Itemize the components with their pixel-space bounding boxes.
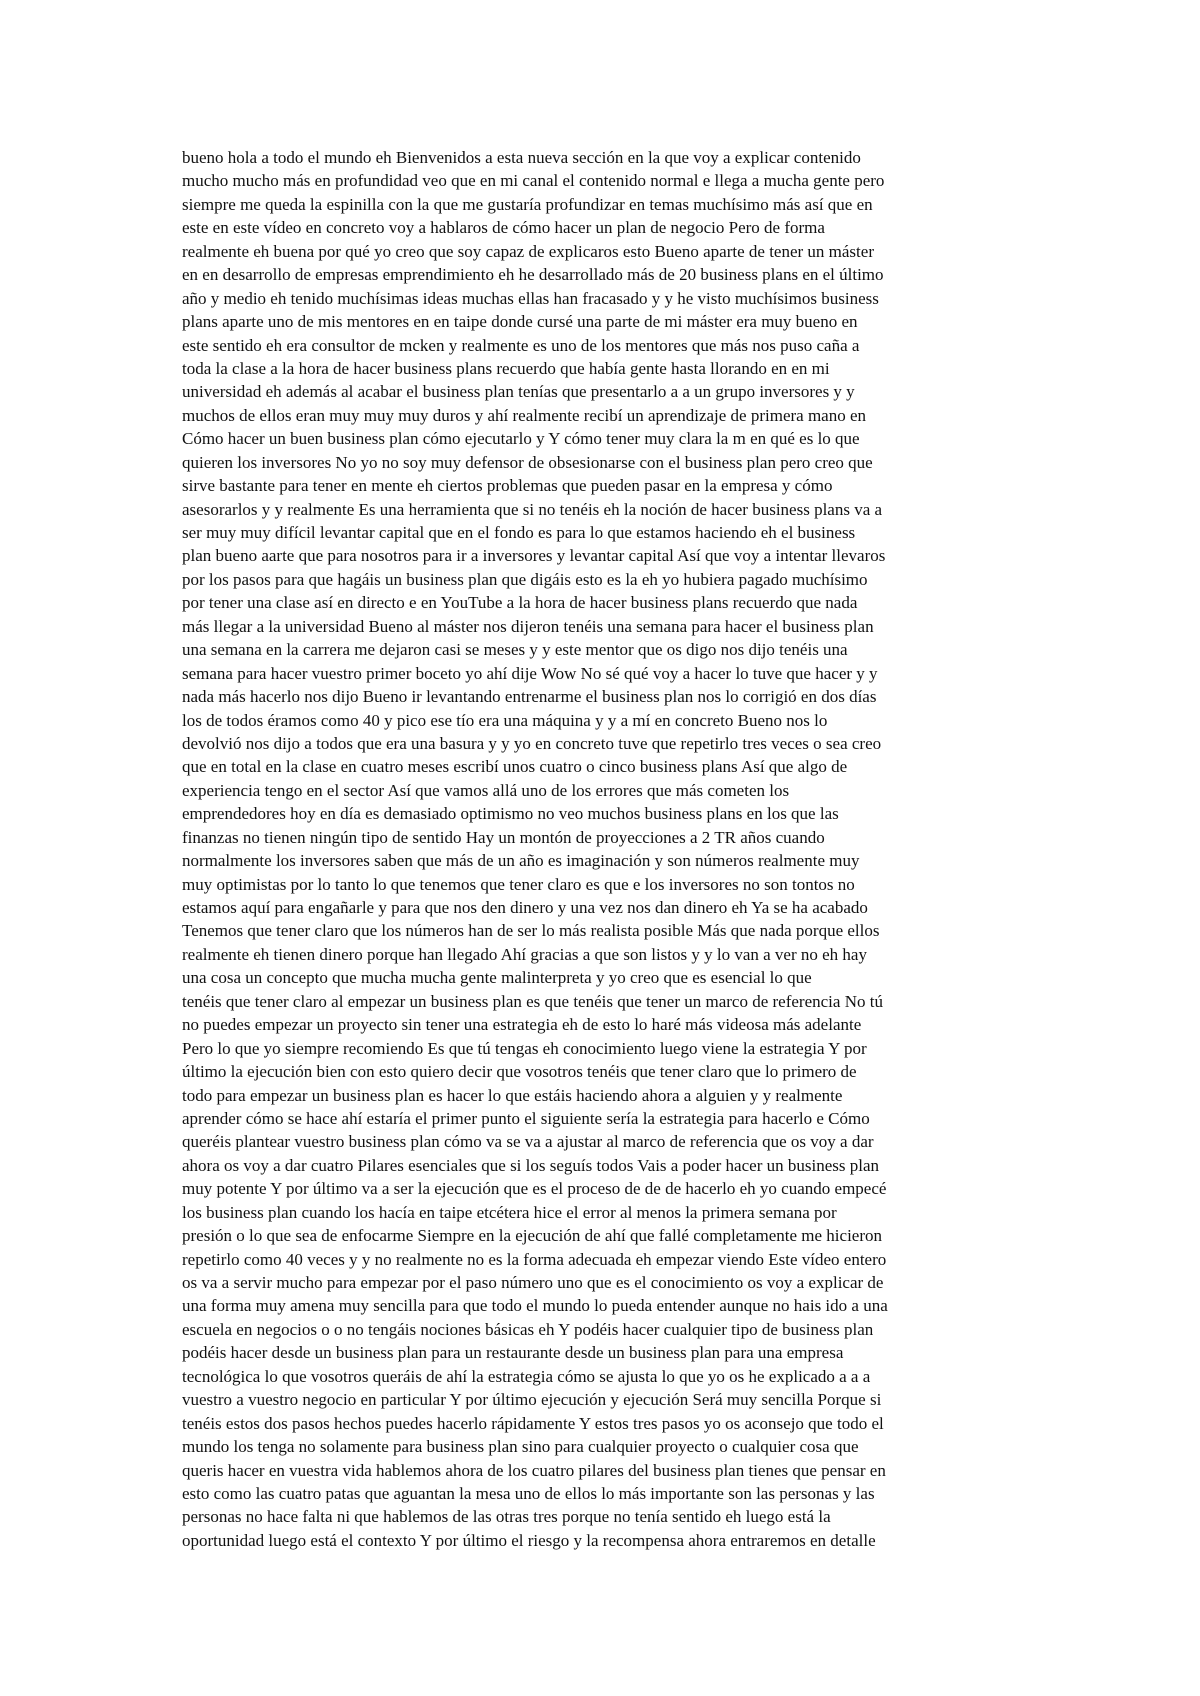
text-line: emprendedores hoy en día es demasiado optimismo no veo muchos business plans en los que las (182, 804, 839, 824)
text-line: queris hacer en vuestra vida hablemos ahora de los cuatro pilares del business plan tienes que pensar en (182, 1460, 886, 1480)
text-line: Tenemos que tener claro que los números han de ser lo más realista posible Más que nada porque ellos (182, 921, 880, 941)
text-line: Cómo hacer un buen business plan cómo ejecutarlo y Y cómo tener muy clara la m en qué es lo que (182, 429, 860, 449)
text-line: sirve bastante para tener en mente eh ciertos problemas que pueden pasar en la empresa y cómo (182, 476, 833, 496)
text-line: vuestro a vuestro negocio en particular Y por último ejecución y ejecución Será muy sencilla Porque si (182, 1390, 882, 1410)
text-line: finanzas no tienen ningún tipo de sentido Hay un montón de proyecciones a 2 TR años cuando (182, 827, 825, 847)
text-line: este sentido eh era consultor de mcken y realmente es uno de los mentores que más nos puso caña a (182, 335, 860, 355)
text-line: repetirlo como 40 veces y y no realmente no es la forma adecuada eh empezar viendo Este vídeo entero (182, 1249, 887, 1269)
text-line: semana para hacer vuestro primer boceto yo ahí dije Wow No sé qué voy a hacer lo tuve que hacer y y (182, 663, 878, 683)
text-line: quieren los inversores No yo no soy muy defensor de obsesionarse con el business plan pero creo que (182, 452, 873, 472)
text-line: bueno hola a todo el mundo eh Bienvenidos a esta nueva sección en la que voy a explicar contenido (182, 148, 861, 167)
text-line: queréis plantear vuestro business plan cómo va se va a ajustar al marco de referencia que os voy a dar (182, 1132, 874, 1152)
text-line: podéis hacer desde un business plan para un restaurante desde un business plan para una empresa (182, 1343, 844, 1363)
text-line: realmente eh buena por qué yo creo que soy capaz de explicaros esto Bueno aparte de tener un máster (182, 241, 874, 261)
text-line: experiencia tengo en el sector Así que vamos allá uno de los errores que más cometen los (182, 780, 790, 800)
text-line: una forma muy amena muy sencilla para que todo el mundo lo pueda entender aunque no hais ido a una (182, 1296, 888, 1316)
text-line: esto como las cuatro patas que aguantan la mesa uno de ellos lo más importante son las personas y las (182, 1483, 875, 1503)
text-line: por los pasos para que hagáis un business plan que digáis esto es la eh yo hubiera pagado muchísimo (182, 569, 868, 589)
text-line: no puedes empezar un proyecto sin tener una estrategia eh de esto lo haré más videosa más adelante (182, 1015, 862, 1035)
text-line: estamos aquí para engañarle y para que nos den dinero y una vez nos dan dinero eh Ya se ha acabado (182, 898, 868, 917)
text-line: devolvió nos dijo a todos que era una basura y y yo en concreto tuve que repetirlo tres veces o sea creo (182, 733, 882, 753)
text-line: que en total en la clase en cuatro meses escribí unos cuatro o cinco business plans Así que algo de (182, 757, 848, 777)
text-line: ahora os voy a dar cuatro Pilares esenciales que si los seguís todos Vais a poder hacer un business plan (182, 1155, 879, 1175)
text-line: muchos de ellos eran muy muy muy duros y ahí realmente recibí un aprendizaje de primera mano en (182, 405, 867, 425)
text-line: nada más hacerlo nos dijo Bueno ir levantando entrenarme el business plan nos lo corrigió en dos días (182, 687, 877, 707)
text-line: ser muy muy difícil levantar capital que en el fondo es para lo que estamos haciendo eh el business (182, 523, 856, 542)
text-line: tenéis que tener claro al empezar un business plan es que tenéis que tener un marco de referencia No tú (182, 991, 883, 1011)
transcript-body (182, 146, 1018, 1552)
text-line: plan bueno aarte que para nosotros para ir a inversores y levantar capital Así que voy a intentar llevaros (182, 546, 886, 566)
text-line: último la ejecución bien con esto quiero decir que vosotros tenéis que tener claro que lo primero de (182, 1062, 857, 1082)
text-line: asesorarlos y y realmente Es una herramienta que si no tenéis eh la noción de hacer business plans va a (182, 499, 883, 519)
text-line: más llegar a la universidad Bueno al máster nos dijeron tenéis una semana para hacer el business plan (182, 616, 874, 636)
text-line: siempre me queda la espinilla con la que me gustaría profundizar en temas muchísimo más así que en (182, 194, 873, 214)
text-line: plans aparte uno de mis mentores en en taipe donde cursé una parte de mi máster era muy bueno en (182, 312, 858, 332)
text-line: Pero lo que yo siempre recomiendo Es que tú tengas eh conocimiento luego viene la estrategia Y por (182, 1038, 867, 1058)
text-line: los de todos éramos como 40 y pico ese tío era una máquina y y a mí en concreto Bueno nos lo (182, 710, 828, 730)
text-line: normalmente los inversores saben que más de un año es imaginación y son números realmente muy (182, 851, 860, 871)
text-line: año y medio eh tenido muchísimas ideas muchas ellas han fracasado y y he visto muchísimos business (182, 288, 879, 308)
text-line: realmente eh tienen dinero porque han llegado Ahí gracias a que son listos y y lo van a ver no eh hay (182, 944, 867, 964)
text-line: escuela en negocios o o no tengáis nociones básicas eh Y podéis hacer cualquier tipo de business plan (182, 1319, 874, 1339)
text-line: tenéis estos dos pasos hechos puedes hacerlo rápidamente Y estos tres pasos yo os aconsejo que todo el (182, 1413, 884, 1433)
text-line: en en desarrollo de empresas emprendimiento eh he desarrollado más de 20 business plans en el último (182, 265, 884, 285)
text-line: tecnológica lo que vosotros queráis de ahí la estrategia cómo se ajusta lo que yo os he explicado a a a (182, 1366, 871, 1386)
text-line: os va a servir mucho para empezar por el paso número uno que es el conocimiento os voy a explicar de (182, 1273, 884, 1292)
text-line: por tener una clase así en directo e en YouTube a la hora de hacer business plans recuerdo que nada (182, 593, 858, 613)
text-line: los business plan cuando los hacía en taipe etcétera hice el error al menos la primera semana por (182, 1202, 837, 1222)
text-line: presión o lo que sea de enfocarme Siempre en la ejecución de ahí que fallé completamente me hicieron (182, 1226, 883, 1246)
text-line: todo para empezar un business plan es hacer lo que estáis haciendo ahora a alguien y y realmente (182, 1085, 843, 1105)
text-line: personas no hace falta ni que hablemos de las otras tres porque no tenía sentido eh luego está la (182, 1507, 831, 1527)
text-line: oportunidad luego está el contexto Y por último el riesgo y la recompensa ahora entraremos en detalle (182, 1530, 876, 1550)
text-line: toda la clase a la hora de hacer business plans recuerdo que había gente hasta llorando en en mi (182, 358, 830, 378)
text-line: muy potente Y por último va a ser la ejecución que es el proceso de de de hacerlo eh yo cuando empecé (182, 1179, 887, 1199)
text-line: una cosa un concepto que mucha mucha gente malinterpreta y yo creo que es esencial lo que (182, 968, 812, 988)
text-line: mundo los tenga no solamente para business plan sino para cualquier proyecto o cualquier cosa que (182, 1437, 859, 1457)
text-line: muy optimistas por lo tanto lo que tenemos que tener claro es que e los inversores no son tontos no (182, 874, 855, 894)
text-line: universidad eh además al acabar el business plan tenías que presentarlo a a un grupo inversores y y (182, 382, 855, 402)
text-line: mucho mucho más en profundidad veo que en mi canal el contenido normal e llega a mucha gente pero (182, 171, 885, 191)
text-line: este en este vídeo en concreto voy a hablaros de cómo hacer un plan de negocio Pero de forma (182, 218, 825, 238)
text-line: una semana en la carrera me dejaron casi se meses y y este mentor que os digo nos dijo tenéis una (182, 640, 848, 660)
text-line: aprender cómo se hace ahí estaría el primer punto el siguiente sería la estrategia para hacerlo e Cómo (182, 1108, 870, 1128)
